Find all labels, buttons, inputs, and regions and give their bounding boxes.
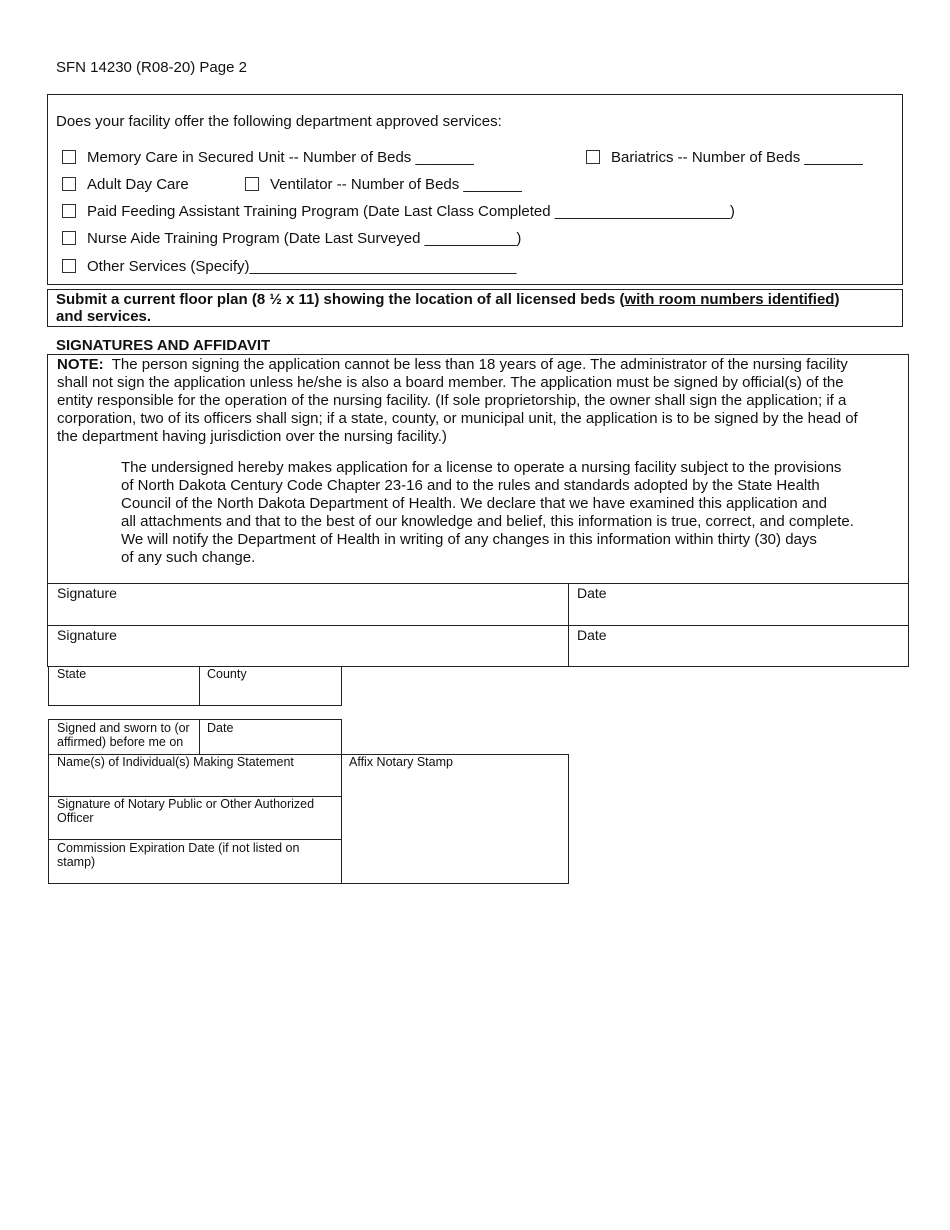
date-field-2[interactable] <box>569 626 909 667</box>
other-services-label: Other Services (Specify)________________________________ <box>87 258 517 275</box>
state-label: State <box>57 667 87 681</box>
note-line: the department having jurisdiction over the nursing facility.) <box>57 428 447 445</box>
bariatrics-checkbox[interactable] <box>586 150 600 164</box>
ventilator-label: Ventilator -- Number of Beds _______ <box>270 176 522 193</box>
affidavit-heading: SIGNATURES AND AFFIDAVIT <box>56 337 271 354</box>
commission-label <box>57 841 299 869</box>
notary-signature-line-1: Signature of Notary Public or Other Authorized <box>57 797 315 811</box>
floor-plan-text-2: ) <box>834 291 840 308</box>
declaration-line: all attachments and that to the best of our knowledge and belief, this information is true, correct, and complete. <box>121 513 854 530</box>
notary-signature-label <box>57 797 314 825</box>
county-label: County <box>207 667 247 681</box>
nurse-aide-checkbox[interactable] <box>62 231 76 245</box>
signature-field-2[interactable] <box>47 626 568 667</box>
sworn-label <box>57 721 190 749</box>
declaration-line: of any such change. <box>121 549 256 566</box>
declaration-line: Council of the North Dakota Department of Health. We declare that we have examined this application and <box>121 495 827 512</box>
commission-line-2: stamp) <box>57 855 96 869</box>
note-paragraph <box>57 356 858 446</box>
other-services-checkbox[interactable] <box>62 259 76 273</box>
signature-label-2: Signature <box>57 627 117 643</box>
declaration-paragraph <box>121 459 854 567</box>
memory-care-label: Memory Care in Secured Unit -- Number of Beds _______ <box>87 149 474 166</box>
paid-feeding-checkbox[interactable] <box>62 204 76 218</box>
declaration-line: We will notify the Department of Health in writing of any changes in this information within thirty (30) days <box>121 531 817 548</box>
date-field-1[interactable] <box>569 584 909 625</box>
note-line: entity responsible for the operation of the nursing facility. (If sole proprietorship, the owner shall sign the application; if a <box>57 392 847 409</box>
note-line: corporation, two of its officers shall sign; if a state, county, or municipal unit, the application is to be signed by the head of <box>57 410 858 427</box>
memory-care-checkbox[interactable] <box>62 150 76 164</box>
sworn-label-line-2: affirmed) before me on <box>57 735 184 749</box>
ventilator-checkbox[interactable] <box>245 177 259 191</box>
names-label: Name(s) of Individual(s) Making Statement <box>57 755 294 769</box>
paid-feeding-label: Paid Feeding Assistant Training Program (Date Last Class Completed _____________________) <box>87 203 735 220</box>
floor-plan-underlined: with room numbers identified <box>624 291 835 308</box>
floor-plan-text-3: and services. <box>56 308 152 325</box>
form-id: SFN 14230 (R08-20) Page 2 <box>56 59 247 76</box>
note-label: NOTE: <box>57 356 104 373</box>
declaration-line: The undersigned hereby makes application for a license to operate a nursing facility subject to the provisions <box>121 459 842 476</box>
adult-day-care-checkbox[interactable] <box>62 177 76 191</box>
signature-label-1: Signature <box>57 585 117 601</box>
adult-day-care-label: Adult Day Care <box>87 176 189 193</box>
declaration-line: of North Dakota Century Code Chapter 23-16 and to the rules and standards adopted by the State Health <box>121 477 820 494</box>
affix-stamp-label: Affix Notary Stamp <box>349 755 453 769</box>
services-question: Does your facility offer the following department approved services: <box>56 113 502 130</box>
floor-plan-instruction <box>56 291 839 325</box>
nurse-aide-label: Nurse Aide Training Program (Date Last Surveyed ___________) <box>87 230 522 247</box>
bariatrics-label: Bariatrics -- Number of Beds _______ <box>611 149 863 166</box>
notary-signature-line-2: Officer <box>57 811 94 825</box>
floor-plan-text-1: Submit a current floor plan (8 ½ x 11) showing the location of all licensed beds ( <box>56 291 625 308</box>
date-label-2: Date <box>577 627 607 643</box>
note-line: shall not sign the application unless he/she is also a board member. The application must be signed by official(s) of the <box>57 374 844 391</box>
notary-stamp-area[interactable] <box>342 755 568 883</box>
date-label-1: Date <box>577 585 607 601</box>
note-line: The person signing the application cannot be less than 18 years of age. The administrator of the nursing facility <box>111 356 848 373</box>
sworn-label-line-1: Signed and sworn to (or <box>57 721 190 735</box>
sworn-date-label: Date <box>207 721 234 735</box>
signature-field-1[interactable] <box>47 584 568 625</box>
commission-line-1: Commission Expiration Date (if not listed on <box>57 841 300 855</box>
